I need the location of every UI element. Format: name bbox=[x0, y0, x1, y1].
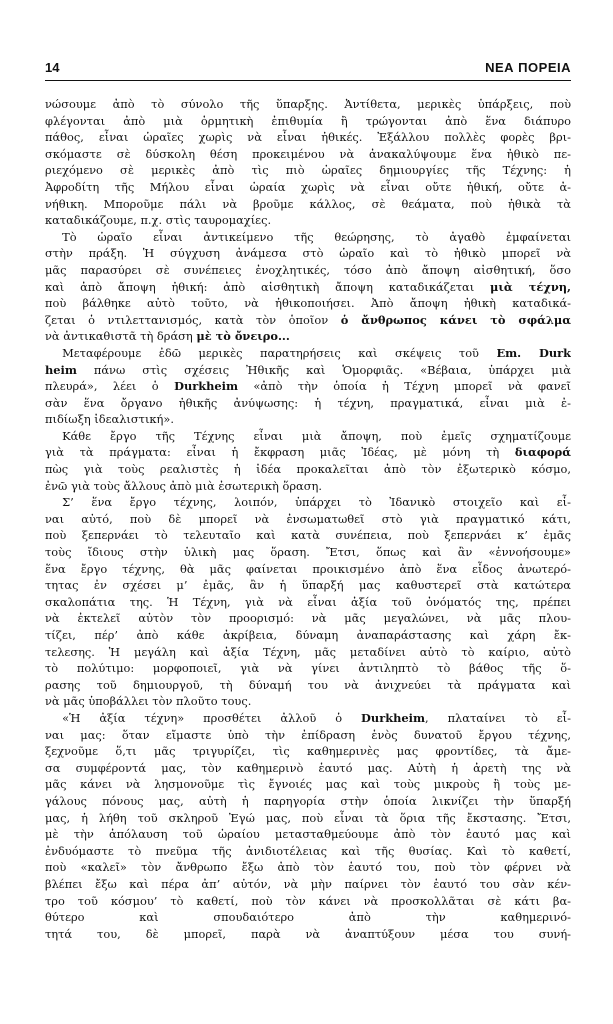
text-run: Ἀφροδίτη τῆς Μήλου εἶναι ὡραία χωρὶς νὰ εἶναι οὔτε ἠθική, οὔτε ἀ- bbox=[45, 179, 571, 194]
text-line bbox=[45, 594, 571, 611]
text-line bbox=[45, 444, 571, 461]
text-run: βλέπει ἔξω καὶ πέρα ἀπ’ αὐτόν, νὰ μὴν παίρνει τὸν ἑαυτό του σὰν κέν- bbox=[45, 876, 571, 891]
text-run: μᾶς κάνει νὰ λησμονοῦμε τὶς ἔγνοιές μας καὶ τοὺς μικροὺς ἢ τοὺς με- bbox=[45, 777, 571, 792]
text-line bbox=[45, 162, 571, 179]
text-run: γάλους πόνους μας, αὐτὴ ἡ παρηγορία στὴν ὁποία λικνίζει τὴν ὕπαρξή bbox=[45, 793, 571, 808]
text-run: ναι αὐτό, ποὺ δὲ μπορεῖ νὰ ἐνσωματωθεῖ στὸ γιὰ πραγματικό κάτι, bbox=[45, 511, 571, 526]
text-line bbox=[45, 577, 571, 594]
text-run: σκόμαστε σὲ δύσκολη θέση προκειμένου νὰ ἀνακαλύψουμε ἕνα ἠθικὸ πε- bbox=[45, 146, 571, 161]
text-line bbox=[45, 212, 571, 229]
running-title: ΝΕΑ ΠΟΡΕΙΑ bbox=[485, 60, 571, 75]
text-run: ἕνα ἔργο τέχνης, θὰ μᾶς φαίνεται προικισμένο ἀπὸ ἕνα εἶδος ἀνωτερό- bbox=[45, 561, 571, 576]
text-line bbox=[45, 727, 571, 744]
text-run: ριεχόμενο σὲ μερικὲς ἀπὸ τὶς πιὸ ὡραῖες δημιουργίες τῆς Τέχνης: ἡ bbox=[45, 163, 571, 178]
text-run: ξεχνοῦμε ὅ,τι μᾶς τριγυρίζει, τὶς καθημερινὲς μας φροντίδες, τὰ ἄμε- bbox=[45, 744, 571, 759]
text-run: γιὰ τὰ πράγματα: εἶναι ἡ ἔκφραση μιᾶς Ἰδέας, μὲ μόνη τὴ bbox=[45, 445, 515, 460]
text-run: ἐνῶ γιὰ τοὺς ἄλλους ἀπὸ μιὰ ἐσωτερικὴ ὅραση. bbox=[45, 478, 322, 493]
text-run: καὶ ἀπὸ ἄποψη ἠθική: ἀπὸ αἰσθητικὴ ἄποψη καταδικάζεται bbox=[45, 279, 491, 294]
text-run: πάνω στὶς σχέσεις Ἠθικῆς καὶ Ὁμορφιᾶς. «Βέβαια, ὑπάρχει μιὰ bbox=[76, 362, 571, 377]
text-line bbox=[45, 378, 571, 395]
text-run: ρασης τοῦ δημιουργοῦ, τὴ δύναμή του νὰ ἀνιχνεύει τὰ πράγματα καὶ bbox=[45, 677, 571, 692]
text-run: ναι μας: ὅταν εἴμαστε ὑπὸ τὴν ἐπίδραση ἑνὸς δυνατοῦ ἔργου τέχνης, bbox=[45, 727, 571, 742]
text-run: «ἀπὸ τὴν ὁποία ἡ Τέχνη μπορεῖ νὰ φανεῖ bbox=[238, 379, 571, 394]
bold-text-run: heim bbox=[45, 362, 77, 377]
text-run: τητας ἐν σχέσει μ’ ἐμᾶς, ἂν ἡ ὕπαρξή μας καθυστερεῖ στὰ κατώτερα bbox=[45, 578, 571, 593]
text-run: μας, ἡ λήθη τοῦ σκληροῦ Ἐγώ μας, ποὺ εἶναι τὰ ὅρια τῆς ἔκστασης. Ἔτσι, bbox=[45, 810, 571, 825]
text-run: Τὸ ὡραῖο εἶναι ἀντικείμενο τῆς θεώρησης, τὸ ἀγαθὸ ἐμφαίνεται bbox=[62, 229, 571, 244]
text-run: μὲ τὴν ἀπόλαυση τοῦ ὡραίου μετασταθμεύουμε ἀπὸ τὸν ἑαυτό μας καὶ bbox=[45, 827, 571, 842]
text-line bbox=[45, 843, 571, 860]
text-line bbox=[45, 129, 571, 146]
text-line bbox=[45, 610, 571, 627]
text-line bbox=[45, 478, 571, 495]
text-line bbox=[45, 362, 571, 379]
text-line bbox=[45, 395, 571, 412]
text-line bbox=[45, 461, 571, 478]
text-run: ποὺ «καλεῖ» τὸν ἄνθρωπο ἔξω ἀπὸ τὸν ἑαυτό του, ποὺ τὸν φέρνει νὰ bbox=[45, 860, 571, 875]
text-run: θύτερο καὶ σπουδαιότερο ἀπὸ τὴν καθημερινό- bbox=[45, 910, 571, 925]
text-run: τητά του, δὲ μπορεῖ, παρὰ νὰ ἀναπτύξουν μέσα του συνή- bbox=[45, 926, 571, 941]
bold-text-run: ὁ ἄνθρωπος κάνει τὸ σφάλμα bbox=[340, 312, 571, 327]
text-run: Σ’ ἕνα ἔργο τέχνης, λοιπόν, ὑπάρχει τὸ Ἰδανικὸ στοιχεῖο καὶ εἶ- bbox=[62, 495, 571, 510]
text-line bbox=[45, 96, 571, 113]
body-text bbox=[45, 96, 571, 942]
text-line bbox=[45, 345, 571, 362]
text-line bbox=[45, 279, 571, 296]
text-line bbox=[45, 876, 571, 893]
text-run: νὰ ἐκτελεῖ αὐτὸν τὸν προορισμό: νὰ μᾶς μεγαλώνει, νὰ μᾶς πλου- bbox=[45, 611, 571, 626]
text-line bbox=[45, 428, 571, 445]
text-line bbox=[45, 743, 571, 760]
text-run: ποὺ ξεπερνάει τὸ τελευταῖο καὶ κατὰ συνέπεια, ποὺ ξεπερνάει κ’ ἐμᾶς bbox=[45, 528, 571, 543]
bold-text-run: Em. Durk bbox=[496, 345, 571, 360]
text-line bbox=[45, 328, 571, 345]
bold-text-run: Durkheim bbox=[361, 710, 425, 725]
text-run: σα συμφέροντά μας, τὸν καθημερινὸ ἑαυτό μας. Αὐτὴ ἡ ἀρετὴ της νὰ bbox=[45, 760, 571, 775]
text-line bbox=[45, 826, 571, 843]
bold-text-run: Durkheim bbox=[174, 379, 239, 394]
text-run: πὼς γιὰ τοὺς ρεαλιστὲς ἡ ἰδέα προκαλεῖται ἀπὸ τὸν ἐξωτερικὸ κόσμο, bbox=[45, 462, 571, 477]
text-run: ζεται ὁ ντιλεττανισμός, κατὰ τὸν ὁποῖον bbox=[45, 312, 341, 327]
text-run: καταδικάζουμε, π.χ. στὶς ταυρομαχίες. bbox=[45, 213, 272, 228]
text-run: τελεσης. Ἡ μεγάλη καὶ ἀξία Τέχνη, μᾶς μεταδίνει αὐτὸ τὸ καίριο, αὐτὸ bbox=[45, 644, 571, 659]
text-run: νὰ ἀντικαθιστᾶ τὴ δράση bbox=[45, 329, 197, 344]
text-line bbox=[45, 146, 571, 163]
text-run: στὴν πράξη. Ἡ σύγχυση ἀνάμεσα στὸ ὡραῖο καὶ τὸ ἠθικὸ μπορεῖ νὰ bbox=[45, 246, 571, 261]
text-run: Κάθε ἔργο τῆς Τέχνης εἶναι μιὰ ἄποψη, ποὺ ἐμεῖς σχηματίζουμε bbox=[62, 428, 571, 443]
text-run: νήθικη. Μποροῦμε πάλι νὰ βροῦμε κάλλος, σὲ θεάματα, ποὺ ἠθικὰ τὰ bbox=[45, 196, 571, 211]
text-run: πάθος, εἶναι ὡραῖες χωρὶς νὰ εἶναι ἠθικές. Ἐξάλλου πολλὲς φορὲς βρι- bbox=[45, 130, 571, 145]
text-line bbox=[45, 909, 571, 926]
text-run: Μεταφέρουμε ἐδῶ μερικὲς παρατηρήσεις καὶ σκέψεις τοῦ bbox=[62, 345, 497, 360]
text-run: νώσουμε ἀπὸ τὸ σύνολο τῆς ὕπαρξης. Ἀντίθετα, μερικὲς ὑπάρξεις, ποὺ bbox=[45, 97, 571, 111]
text-run: τοὺς ἴδιους στὴν ὑλικὴ μας ὅραση. Ἔτσι, ὅπως καὶ ἂν «ἐννοήσουμε» bbox=[45, 545, 571, 560]
text-run: «Ἡ ἀξία τέχνη» προσθέτει ἀλλοῦ ὁ bbox=[62, 710, 362, 725]
text-line bbox=[45, 660, 571, 677]
text-run: σκαλοπάτια της. Ἡ Τέχνη, γιὰ νὰ εἶναι ἀξία τοῦ ὀνόματός της, πρέπει bbox=[45, 594, 571, 609]
text-line bbox=[45, 295, 571, 312]
bold-text-run: διαφορά bbox=[514, 445, 571, 460]
text-line bbox=[45, 710, 571, 727]
text-run: τὸ πολύτιμο: μορφοποιεῖ, γιὰ νὰ γίνει ἀντιληπτὸ τὸ βάθος τῆς ὅ- bbox=[45, 661, 571, 676]
text-run: τρο τοῦ κόσμου’ τὸ καθετί, ποὺ τὸν κάνει νὰ προσκολλᾶται σὲ κάτι βα- bbox=[45, 893, 571, 908]
bold-text-run: μιὰ τέχνη, bbox=[490, 279, 571, 294]
text-line bbox=[45, 527, 571, 544]
text-line bbox=[45, 810, 571, 827]
text-line bbox=[45, 693, 571, 710]
text-line bbox=[45, 544, 571, 561]
text-line bbox=[45, 312, 571, 329]
text-run: ποὺ βάλθηκε αὐτὸ τοῦτο, νὰ ἠθικοποιήσει. Ἀπὸ ἄποψη ἠθικὴ καταδικά- bbox=[45, 296, 571, 311]
page-header bbox=[45, 58, 571, 81]
text-line bbox=[45, 179, 571, 196]
text-line bbox=[45, 677, 571, 694]
text-line bbox=[45, 245, 571, 262]
text-run: μᾶς παρασύρει σὲ συνέπειες ἐνοχλητικές, τόσο ἀπὸ ἄποψη αἰσθητική, ὅσο bbox=[45, 262, 571, 277]
text-line bbox=[45, 644, 571, 661]
text-run: πιδίωξη ἰδεαλιστική». bbox=[45, 412, 174, 427]
text-line bbox=[45, 229, 571, 246]
text-line bbox=[45, 411, 571, 428]
text-line bbox=[45, 760, 571, 777]
text-line bbox=[45, 627, 571, 644]
bold-text-run: μὲ τὸ ὄνειρο... bbox=[196, 329, 290, 344]
text-run: τίζει, πέρ’ ἀπὸ κάθε ἀκρίβεια, δύναμη ἀναπαράστασης καὶ χάρη ἔκ- bbox=[45, 628, 571, 642]
page-number: 14 bbox=[45, 60, 60, 75]
text-run: νὰ μᾶς ὑποβάλλει τὸν πλοῦτο τους. bbox=[45, 694, 252, 709]
text-run: , πλαταίνει τὸ εἶ- bbox=[425, 710, 571, 725]
text-line bbox=[45, 196, 571, 213]
text-line bbox=[45, 776, 571, 793]
text-line bbox=[45, 926, 571, 943]
text-run: ἐνδυόμαστε τὸ πνεῦμα τῆς ἀνιδιοτέλειας καὶ τῆς θυσίας. Καὶ τὸ καθετί, bbox=[45, 843, 571, 858]
text-run: πλευρά», λέει ὁ bbox=[45, 379, 175, 394]
text-line bbox=[45, 893, 571, 910]
text-line bbox=[45, 262, 571, 279]
text-line bbox=[45, 859, 571, 876]
text-line bbox=[45, 511, 571, 528]
text-line bbox=[45, 561, 571, 578]
text-run: σὰν ἕνα ὄργανο ἠθικῆς ἀνύψωσης: ἡ τέχνη, πραγματικά, εἶναι μιὰ ἐ- bbox=[45, 395, 571, 410]
text-run: φλέγονται ἀπὸ μιὰ ὁρμητικὴ ἐπιθυμία ἢ τρώγονται ἀπὸ ἕνα διάπυρο bbox=[45, 113, 571, 128]
text-line bbox=[45, 494, 571, 511]
text-line bbox=[45, 113, 571, 130]
text-line bbox=[45, 793, 571, 810]
